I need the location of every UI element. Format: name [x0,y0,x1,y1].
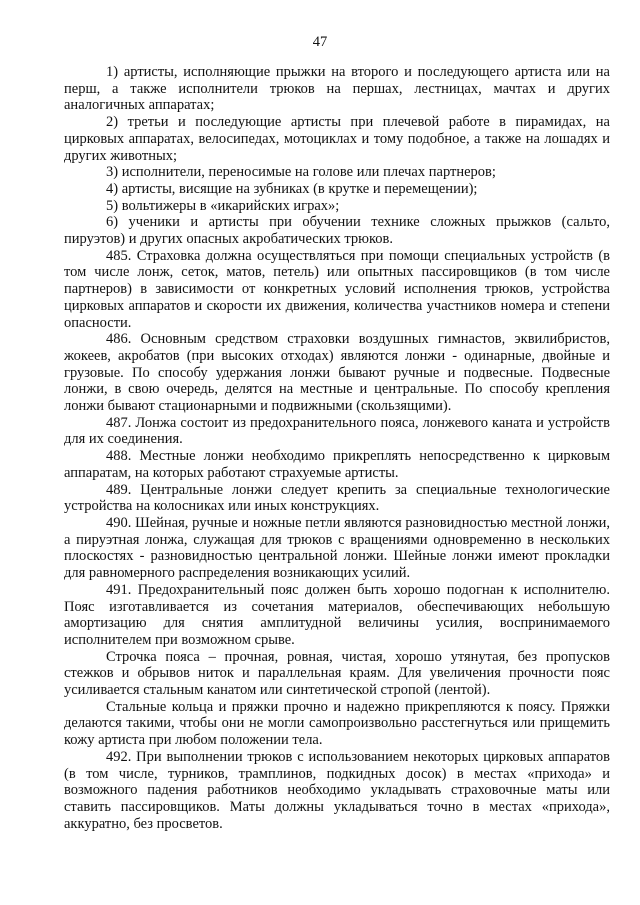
paragraph-item-1: 1) артисты, исполняющие прыжки на второго и последующего артиста или на перш, а также исполнители трюков на першах, лестницах, мачтах и других аналогичных аппаратах; [64,64,610,114]
paragraph-item-5: 5) вольтижеры в «икарийских играх»; [106,197,340,214]
paragraph-item-3: 3) исполнители, переносимые на голове или плечах партнеров; [106,164,496,181]
paragraph-belt-stitching: Строчка пояса – прочная, ровная, чистая, хорошо утянутая, без пропусков стежков и обрывов ниток и параллельная краям. Для увеличения прочности пояс усиливается стальным канатом или синтетической стропой (лентой). [64,648,610,699]
paragraph-489: 489. Центральные лонжи следует крепить за специальные технологические устройства на колосниках или иных конструкциях. [64,481,610,515]
paragraph-item-6: 6) ученики и артисты при обучении технике сложных прыжков (сальто, пируэтов) и других опасных акробатических трюков. [64,214,610,248]
paragraph-492: 492. При выполнении трюков с использованием некоторых цирковых аппаратов (в том числе, турников, трамплинов, подкидных досок) в местах «прихода» и возможного падения работников необходимо укладывать страховочные маты или ставить пассировщиков. Маты должны укладываться точно в местах «прихода», аккуратно, без просветов. [64,748,610,832]
paragraph-item-2: 2) третьи и последующие артисты при плечевой работе в пирамидах, на цирковых аппаратах, велосипедах, мотоциклах и тому подобное, а также на лошадях и других животных; [64,114,610,164]
paragraph-487: 487. Лонжа состоит из предохранительного пояса, лонжевого каната и устройств для их соединения. [64,414,610,448]
page-number: 47 [312,34,328,50]
paragraph-486: 486. Основным средством страховки воздушных гимнастов, эквилибристов, жокеев, акробатов (при высоких отходах) являются лонжи - одинарные, двойные и грузовые. По способу удержания лонжи бывают ручные и подвесные. Подвесные лонжи, в свою очередь, делятся на местные и центральные. По способу крепления лонжи бывают стационарными и подвижными (скользящими). [64,331,610,415]
paragraph-491: 491. Предохранительный пояс должен быть хорошо подогнан к исполнителю. Пояс изготавливается из сочетания материалов, обеспечивающих небольшую амортизацию для снятия амплитудной величины усилия, воспринимаемого исполнителем при возможном срыве. [64,581,610,648]
paragraph-488: 488. Местные лонжи необходимо прикреплять непосредственно к цирковым аппаратам, на которых работают страхуемые артисты. [64,448,610,481]
paragraph-belt-rings: Стальные кольца и пряжки прочно и надежно прикрепляются к поясу. Пряжки делаются такими, чтобы они не могли самопроизвольно расстегнуться или прищемить кожу артиста при любом положении тела. [64,698,610,749]
paragraph-item-4: 4) артисты, висящие на зубниках (в крутке и перемещении); [106,180,478,197]
paragraph-485: 485. Страховка должна осуществляться при помощи специальных устройств (в том числе лонж, сеток, матов, петель) или опытных пассировщиков (в том числе партнеров) в зависимости от конкретных условий исполнения трюков, устройства цирковых аппаратов и скорости их движения, количества участников номера и степени опасности. [64,247,610,331]
paragraph-490: 490. Шейная, ручные и ножные петли являются разновидностью местной лонжи, а пируэтная лонжа, служащая для трюков с вращениями одновременно в нескольких плоскостях - разновидностью центральной лонжи. Шейные лонжи имеют прокладки для равномерного распределения возникающих усилий. [64,514,610,582]
document-body [64,64,610,832]
